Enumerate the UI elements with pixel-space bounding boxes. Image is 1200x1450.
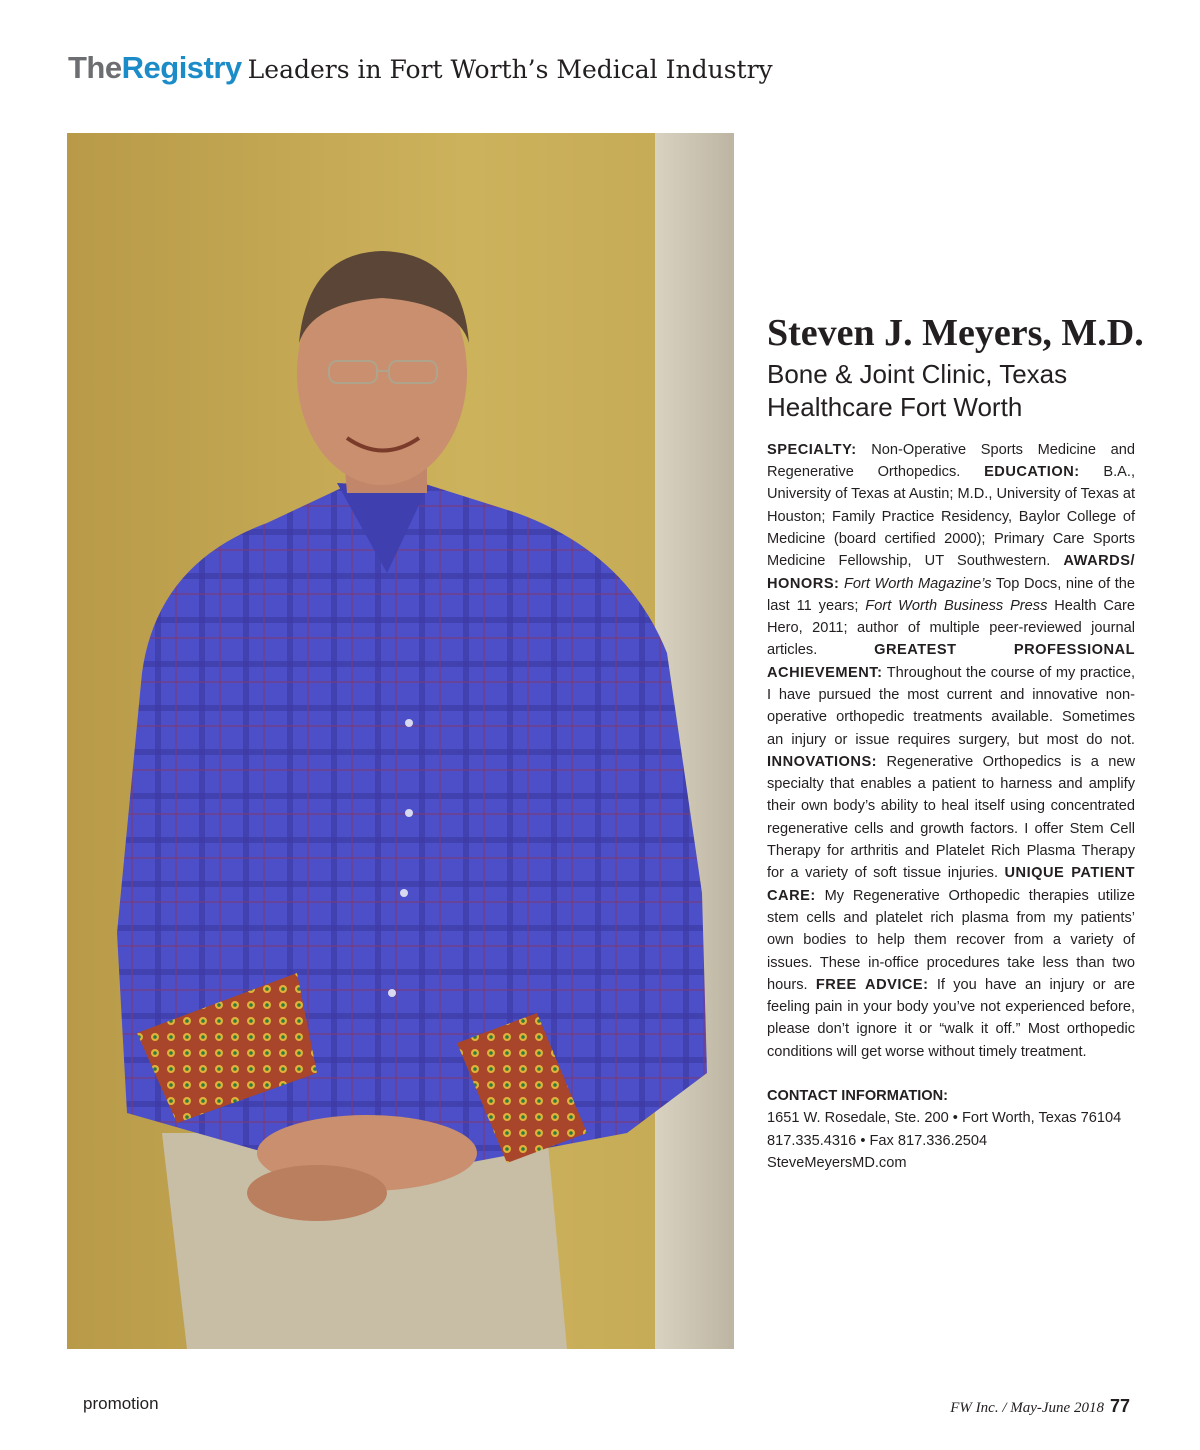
brand-the: The <box>68 50 122 85</box>
education-label: EDUCATION: <box>984 464 1080 481</box>
doctor-profile <box>767 312 1144 1174</box>
organization-line-1: Bone & Joint Clinic, Texas <box>767 358 1068 389</box>
innovations-text: Regenerative Orthopedics is a new specialty that enables a patient to harness and amplify their own body’s ability to heal itself using concentrated regenerative cells and growth factors. I offer Stem Cell Therapy for arthritis and Platelet Rich Plasma Therapy for a variety of soft tissue injuries. <box>767 753 1135 882</box>
contact-address: 1651 W. Rosedale, Ste. 200 • Fort Worth, Texas 76104 <box>767 1110 1122 1127</box>
awards-press-title: Fort Worth Business Press <box>865 597 1048 614</box>
promotion-label: promotion <box>83 1394 159 1413</box>
patient-care-text: My Regenerative Orthopedic therapies utilize stem cells and platelet rich plasma from my patients’ own bodies to help them recover from a variety of issues. These in-office procedures take less than two hours. <box>767 887 1135 993</box>
specialty-label: SPECIALTY: <box>767 441 857 458</box>
biography <box>767 439 1135 1063</box>
advice-label: FREE ADVICE: <box>815 976 929 993</box>
contact-information <box>767 1085 1135 1174</box>
achievement-text: Throughout the course of my practice, I have pursued the most current and innovative non-operative orthopedic treatments available. Sometimes an injury or issue requires surgery, but most do not. <box>767 664 1135 748</box>
doctor-name: Steven J. Meyers, M.D. <box>767 312 1144 354</box>
awards-text-3: Health Care Hero, 2011; author of multiple peer-reviewed journal articles. <box>767 597 1135 659</box>
patient-care-label: UNIQUE PATIENT CARE: <box>767 865 1136 904</box>
awards-magazine-title: Fort Worth Magazine’s <box>844 575 992 592</box>
awards-text-2: Top Docs, nine of the last 11 years; <box>767 575 1136 614</box>
innovations-label: INNOVATIONS: <box>767 753 878 770</box>
organization-line-2: Healthcare Fort Worth <box>767 391 1023 422</box>
education-text: B.A., University of Texas at Austin; M.D., University of Texas at Houston; Family Practice Residency, Baylor College of Medicine (board certified 2000); Primary Care Sports Medicine Fellowship, UT Southwestern. <box>767 464 1136 570</box>
awards-label: AWARDS/ HONORS: <box>767 553 1135 592</box>
header-subtitle: Leaders in Fort Worth’s Medical Industry <box>247 55 773 84</box>
contact-phone: 817.335.4316 • Fax 817.336.2504 <box>767 1132 988 1149</box>
advice-text: If you have an injury or are feeling pain in your body you’ve not experienced before, please don’t ignore it or “walk it off.” Most orthopedic conditions will get worse without timely treatment. <box>767 976 1136 1060</box>
publication-issue: FW Inc. / May-June 2018 <box>950 1400 1104 1416</box>
page-header <box>68 50 773 86</box>
organization <box>767 358 1135 424</box>
contact-heading: CONTACT INFORMATION: <box>767 1088 949 1105</box>
specialty-text: Non-Operative Sports Medicine and Regenerative Orthopedics. <box>767 441 1135 481</box>
page-number: 77 <box>1109 1396 1130 1416</box>
brand-registry: Registry <box>121 50 242 85</box>
page-footer <box>950 1396 1130 1417</box>
doctor-portrait-photo <box>67 133 734 1349</box>
contact-website: SteveMeyersMD.com <box>767 1154 907 1171</box>
achievement-label: GREATEST PROFESSIONAL ACHIEVEMENT: <box>767 642 1135 681</box>
